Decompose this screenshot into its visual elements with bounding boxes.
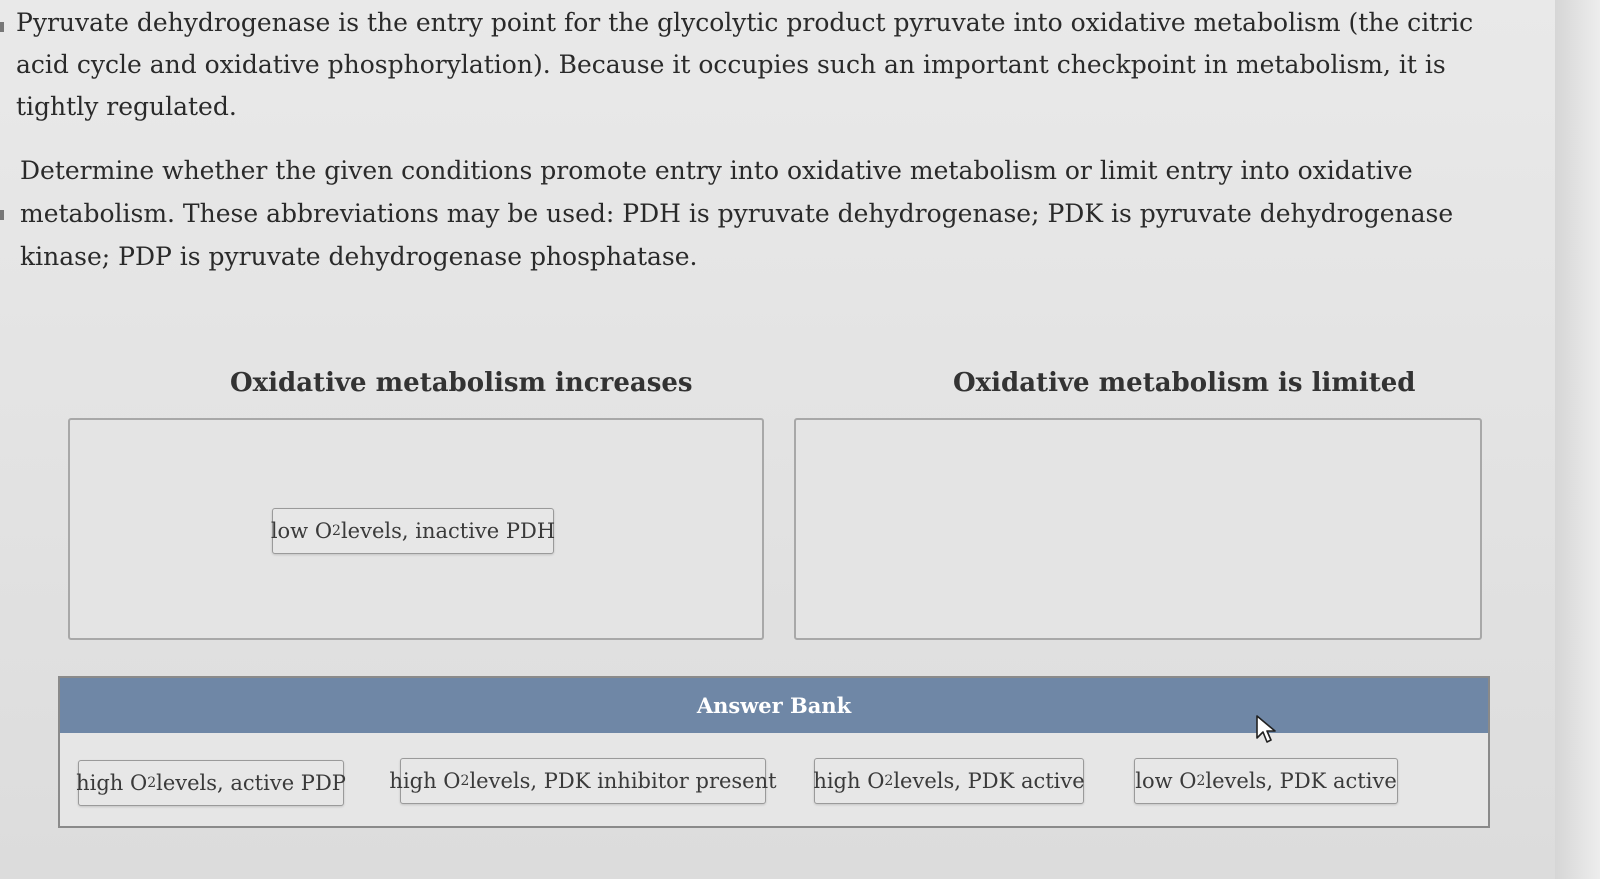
chip-text-pre: high O [389,769,461,793]
answer-chip[interactable] [272,508,554,554]
chip-text-sub: 2 [884,773,894,789]
drop-zone-limited[interactable] [794,418,1482,640]
chip-text-post: levels, inactive PDH [340,519,556,543]
answer-chip[interactable] [78,760,344,806]
left-edge-mark [0,22,4,32]
intro-paragraph: Pyruvate dehydrogenase is the entry point for the glycolytic product pyruvate into oxidative metabolism (the citric acid cycle and oxidative phosphorylation). Because it occupies such an important checkpoint in metabolism, it is tightly regulated. [16,8,1474,121]
question-paragraph: Determine whether the given conditions promote entry into oxidative metabolism or limit entry into oxidative metabolism. These abbreviations may be used: PDH is pyruvate dehydrogenase; PDK is pyruvate dehydrogenase kinase; PDP is pyruvate dehydrogenase phosphatase. [20,156,1454,271]
answer-chip[interactable] [389,758,777,804]
answer-chip[interactable] [814,758,1084,804]
bin-title-increases: Oxidative metabolism increases [230,368,693,398]
chip-text-post: levels, PDK active [893,769,1085,793]
chip-text-post: levels, active PDP [156,771,346,795]
answer-bank-header: Answer Bank [60,678,1488,733]
chip-text-sub: 2 [147,775,157,791]
right-gutter [1555,0,1600,879]
chip-text-post: levels, PDK active [1205,769,1397,793]
answer-bank [58,676,1490,828]
chip-text-pre: low O [270,519,333,543]
drop-zone-increases[interactable] [68,418,764,640]
bin-title-limited: Oxidative metabolism is limited [953,368,1416,398]
chip-text-sub: 2 [1196,773,1206,789]
arrow-cursor-icon [1255,714,1279,744]
left-edge-mark [0,210,4,220]
chip-text-sub: 2 [332,523,341,539]
chip-text-pre: low O [1135,769,1197,793]
answer-chip[interactable] [1134,758,1398,804]
chip-text-sub: 2 [460,773,470,789]
chip-text-pre: high O [813,769,885,793]
chip-text-pre: high O [76,771,148,795]
chip-text-post: levels, PDK inhibitor present [469,769,777,793]
